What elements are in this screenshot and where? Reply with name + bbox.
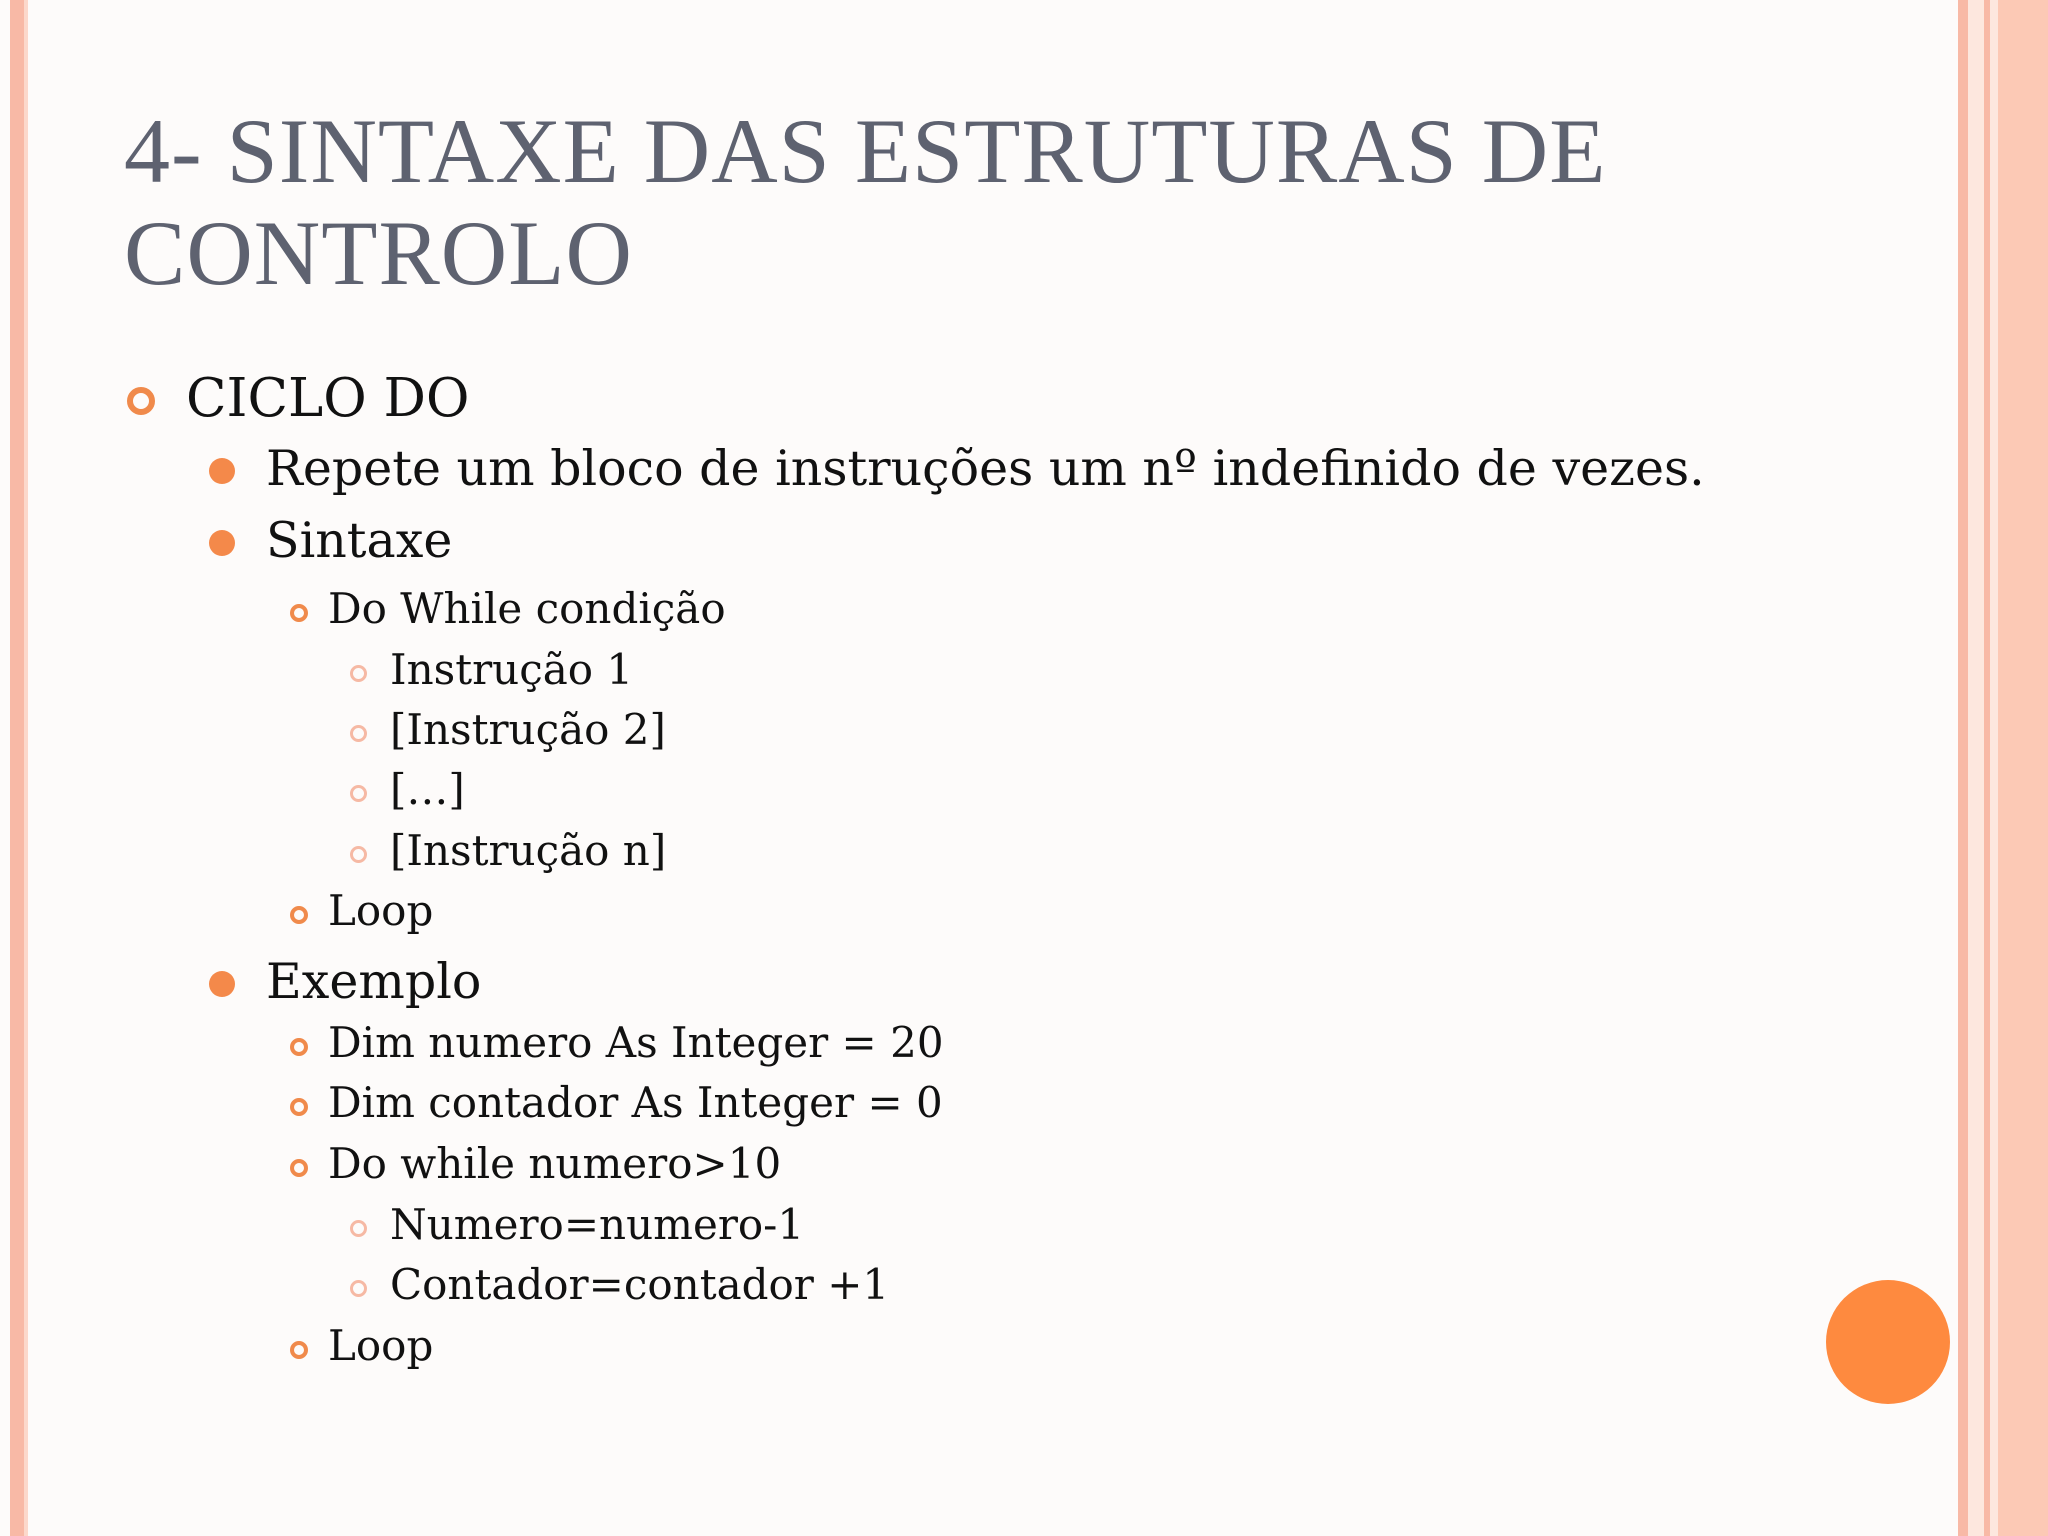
bullet-text-level-2: Loop: [328, 1321, 434, 1370]
right-border-stripe-5: [1998, 0, 2048, 1536]
bullet-text-level-3: Numero=numero-1: [390, 1200, 805, 1249]
right-border-stripe-1: [1958, 0, 1968, 1536]
small-hollow-circle-bullet-icon: [290, 604, 308, 622]
small-pink-circle-bullet-icon: [350, 1220, 367, 1237]
small-hollow-circle-bullet-icon: [290, 1098, 308, 1116]
left-border-stripe-inner: [24, 0, 28, 1536]
bullet-text-level-3: [Instrução n]: [390, 826, 667, 875]
bullet-text-level-0: CICLO DO: [186, 368, 470, 429]
bullet-text-level-3: […]: [390, 765, 465, 814]
small-hollow-circle-bullet-icon: [290, 1341, 308, 1359]
bullet-text-level-2: Loop: [328, 886, 434, 935]
bullet-text-level-2: Do While condição: [328, 584, 726, 633]
bullet-text-level-1: Sintaxe: [266, 512, 453, 569]
bullet-text-level-3: Instrução 1: [390, 645, 634, 694]
small-hollow-circle-bullet-icon: [290, 1159, 308, 1177]
filled-circle-bullet-icon: [209, 530, 235, 556]
bullet-text-level-2: Dim contador As Integer = 0: [328, 1078, 943, 1127]
orange-circle-icon: [1826, 1280, 1950, 1404]
bullet-text-level-1: Exemplo: [266, 953, 482, 1010]
bullet-text-level-1: Repete um bloco de instruções um nº indefinido de vezes.: [266, 440, 1705, 497]
slide-title: 4- SINTAXE DAS ESTRUTURAS DE CONTROLO: [124, 100, 1607, 304]
filled-circle-bullet-icon: [209, 458, 235, 484]
small-hollow-circle-bullet-icon: [290, 906, 308, 924]
hollow-circle-bullet-icon: [127, 387, 155, 415]
left-border-stripe: [10, 0, 24, 1536]
right-border-stripe-4: [1990, 0, 1998, 1536]
bullet-text-level-3: Contador=contador +1: [390, 1260, 890, 1309]
small-pink-circle-bullet-icon: [350, 785, 367, 802]
bullet-text-level-2: Do while numero>10: [328, 1139, 782, 1188]
small-pink-circle-bullet-icon: [350, 1280, 367, 1297]
bullet-text-level-3: [Instrução 2]: [390, 705, 666, 754]
small-pink-circle-bullet-icon: [350, 846, 367, 863]
small-pink-circle-bullet-icon: [350, 725, 367, 742]
small-pink-circle-bullet-icon: [350, 665, 367, 682]
filled-circle-bullet-icon: [209, 971, 235, 997]
small-hollow-circle-bullet-icon: [290, 1038, 308, 1056]
bullet-text-level-2: Dim numero As Integer = 20: [328, 1018, 944, 1067]
right-border-stripe-2: [1968, 0, 1984, 1536]
